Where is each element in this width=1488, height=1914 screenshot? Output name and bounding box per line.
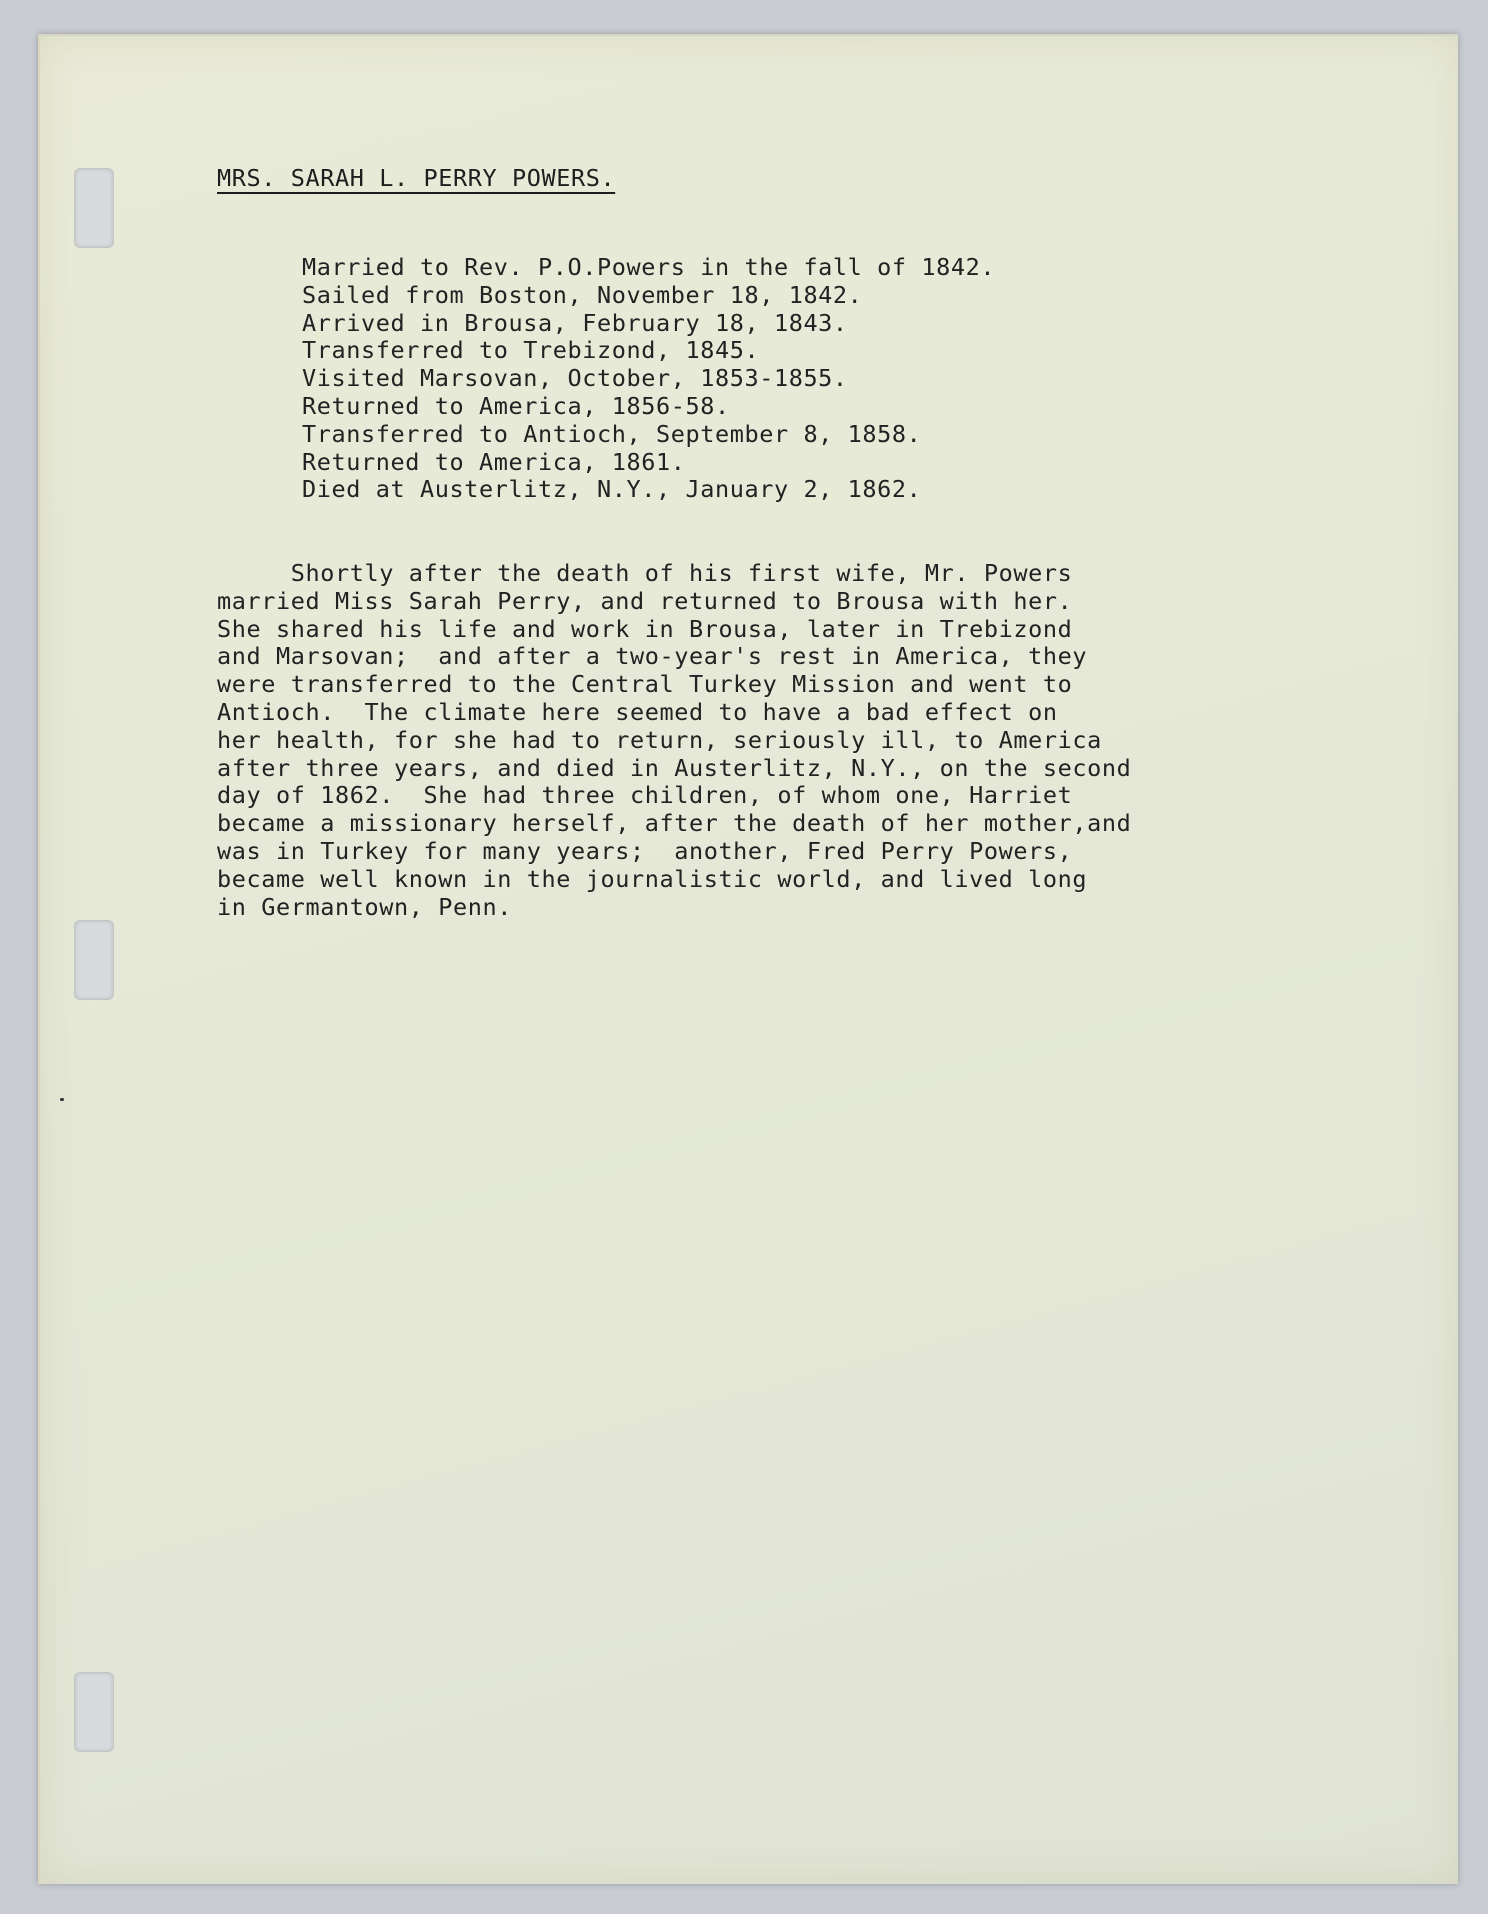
event-line: Died at Austerlitz, N.Y., January 2, 1862. — [302, 475, 922, 504]
bio-line: in Germantown, Penn. — [217, 892, 512, 921]
document-title: MRS. SARAH L. PERRY POWERS. — [217, 164, 616, 192]
biography-paragraph — [217, 560, 1131, 921]
event-line: Returned to America, 1861. — [302, 447, 686, 476]
bio-line: was in Turkey for many years; another, Fred Perry Powers, — [217, 836, 1073, 865]
event-line: Returned to America, 1856-58. — [302, 391, 730, 420]
bio-line: married Miss Sarah Perry, and returned to Brousa with her. — [217, 586, 1073, 615]
binder-hole-top — [74, 168, 114, 248]
event-list — [302, 254, 995, 504]
bio-line: She shared his life and work in Brousa, later in Trebizond — [217, 614, 1073, 643]
bio-line: Shortly after the death of his first wife, Mr. Powers — [217, 559, 1073, 587]
bio-line: day of 1862. She had three children, of whom one, Harriet — [217, 781, 1073, 810]
bio-line: were transferred to the Central Turkey Mission and went to — [217, 670, 1073, 699]
bio-line: Antioch. The climate here seemed to have a bad effect on — [217, 697, 1058, 726]
bio-line: after three years, and died in Austerlitz, N.Y., on the second — [217, 753, 1132, 782]
paper-speck — [60, 1098, 64, 1101]
event-line: Married to Rev. P.O.Powers in the fall of 1842. — [302, 253, 996, 281]
binder-hole-bottom — [74, 1672, 114, 1752]
bio-line: became a missionary herself, after the death of her mother,and — [217, 809, 1132, 838]
event-line: Sailed from Boston, November 18, 1842. — [302, 280, 863, 309]
event-line: Visited Marsovan, October, 1853-1855. — [302, 364, 848, 393]
event-line: Transferred to Trebizond, 1845. — [302, 336, 760, 365]
bio-line: and Marsovan; and after a two-year's rest in America, they — [217, 642, 1088, 671]
event-line: Arrived in Brousa, February 18, 1843. — [302, 308, 848, 337]
bio-line: her health, for she had to return, seriously ill, to America — [217, 725, 1102, 754]
binder-hole-middle — [74, 920, 114, 1000]
event-line: Transferred to Antioch, September 8, 1858. — [302, 419, 922, 448]
bio-line: became well known in the journalistic world, and lived long — [217, 864, 1088, 893]
